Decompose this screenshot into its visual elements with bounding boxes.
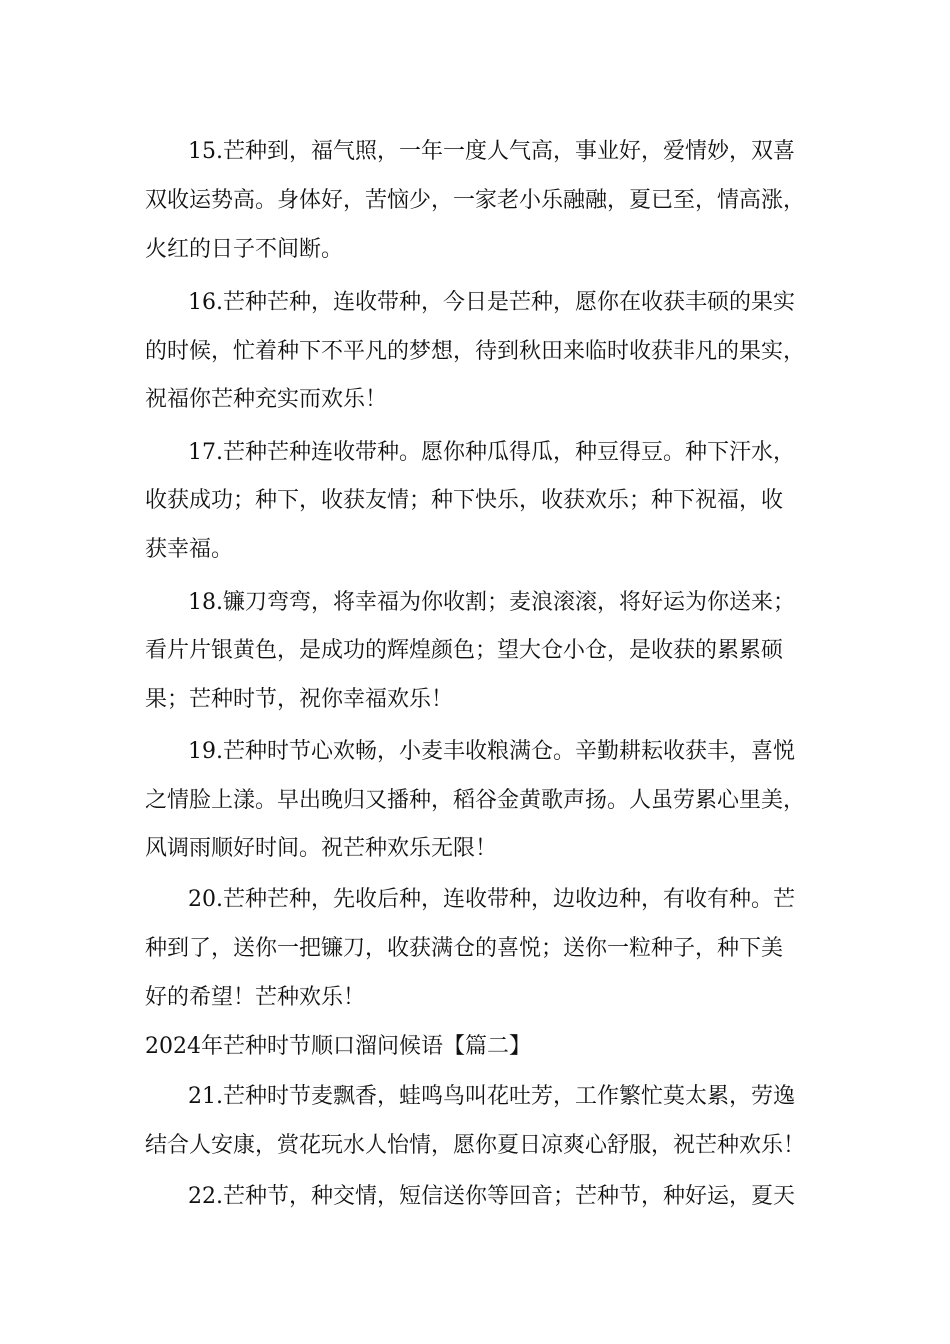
paragraph-18-line-1: 18.镰刀弯弯，将幸福为你收割；麦浪滚滚，将好运为你送来； — [188, 590, 795, 615]
paragraph-19-line-3: 风调雨顺好时间。祝芒种欢乐无限！ — [145, 836, 498, 861]
paragraph-22-line-1: 22.芒种节，种交情，短信送你等回音；芒种节，种好运，夏天 — [188, 1184, 795, 1209]
paragraph-21-line-1: 21.芒种时节麦飘香，蛙鸣鸟叫花吐芳，工作繁忙莫太累，劳逸 — [188, 1084, 795, 1109]
paragraph-20-line-2: 种到了，送你一把镰刀，收获满仓的喜悦；送你一粒种子，种下美 — [145, 936, 784, 961]
paragraph-15-line-2: 双收运势高。身体好，苦恼少，一家老小乐融融，夏已至，情高涨， — [145, 188, 806, 213]
paragraph-21-line-2: 结合人安康，赏花玩水人怡情，愿你夏日凉爽心舒服，祝芒种欢乐！ — [145, 1133, 806, 1158]
paragraph-16-line-2: 的时候，忙着种下不平凡的梦想，待到秋田来临时收获非凡的果实， — [145, 339, 806, 364]
paragraph-17-line-2: 收获成功；种下，收获友情；种下快乐，收获欢乐；种下祝福，收 — [145, 488, 784, 513]
section-heading: 2024年芒种时节顺口溜问候语【篇二】 — [145, 1034, 531, 1059]
paragraph-16-line-1: 16.芒种芒种，连收带种，今日是芒种，愿你在收获丰硕的果实 — [188, 290, 795, 315]
paragraph-18-line-3: 果；芒种时节，祝你幸福欢乐！ — [145, 687, 454, 712]
paragraph-16-line-3: 祝福你芒种充实而欢乐！ — [145, 387, 388, 412]
paragraph-19-line-1: 19.芒种时节心欢畅，小麦丰收粮满仓。辛勤耕耘收获丰，喜悦 — [188, 739, 795, 764]
paragraph-17-line-3: 获幸福。 — [145, 537, 234, 562]
paragraph-18-line-2: 看片片银黄色，是成功的辉煌颜色；望大仓小仓，是收获的累累硕 — [145, 638, 784, 663]
paragraph-15-line-3: 火红的日子不间断。 — [145, 237, 344, 262]
paragraph-17-line-1: 17.芒种芒种连收带种。愿你种瓜得瓜，种豆得豆。种下汗水， — [188, 440, 795, 465]
paragraph-15-line-1: 15.芒种到，福气照，一年一度人气高，事业好，爱情妙，双喜 — [188, 139, 795, 164]
paragraph-20-line-3: 好的希望！芒种欢乐！ — [145, 985, 366, 1010]
paragraph-19-line-2: 之情脸上漾。早出晚归又播种，稻谷金黄歌声扬。人虽劳累心里美， — [145, 788, 806, 813]
paragraph-20-line-1: 20.芒种芒种，先收后种，连收带种，边收边种，有收有种。芒 — [188, 887, 795, 912]
